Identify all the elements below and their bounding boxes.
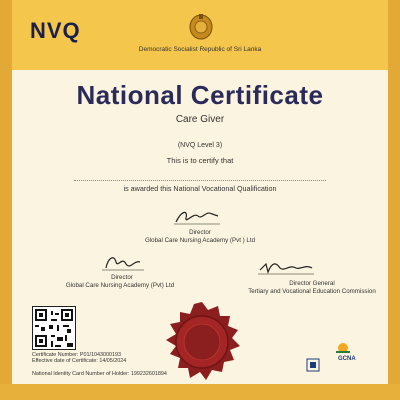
tvec-logo-icon [306,358,320,372]
qualification-name: Care Giver [175,114,225,125]
footer-gold-strip [0,384,400,400]
effective-date: Effective date of Certificate: 14/05/2024 [32,358,127,364]
awarded-text: is awarded this National Vocational Qualification [123,184,277,193]
nvq-level: (NVQ Level 3) [177,142,223,149]
sri-lanka-emblem-icon [188,12,214,40]
gcna-logo-icon [334,340,352,356]
left-gold-border [0,0,12,400]
director-signature-1 [172,206,222,228]
holder-name-line [74,180,326,181]
certificate-number: Certificate Number: P01/1043000193 [32,352,122,358]
director-signature-2 [100,250,146,274]
red-wax-seal-icon [160,300,244,384]
nvq-logo: NVQ [30,18,81,43]
certify-text: This is to certify that [166,156,234,165]
gcna-label: GCNA [338,356,356,362]
country-name: Democratic Socialist Republic of Sri Lanka [138,46,262,53]
qr-code [32,306,76,350]
director-2-org: Global Care Nursing Academy (Pvt) Ltd [65,282,175,289]
director-general-title: Director General [289,280,335,287]
director-1-title: Director [189,229,211,236]
director-2-title: Director [111,274,133,281]
right-gold-border [388,0,400,400]
nic-number: National Identity Card Number of Holder: 199232601894 [32,371,167,377]
certificate-title: National Certificate [76,80,324,110]
director-general-org: Tertiary and Vocational Education Commission [248,288,376,295]
director-general-signature [256,256,316,278]
director-1-org: Global Care Nursing Academy (Pvt ) Ltd [144,237,256,244]
